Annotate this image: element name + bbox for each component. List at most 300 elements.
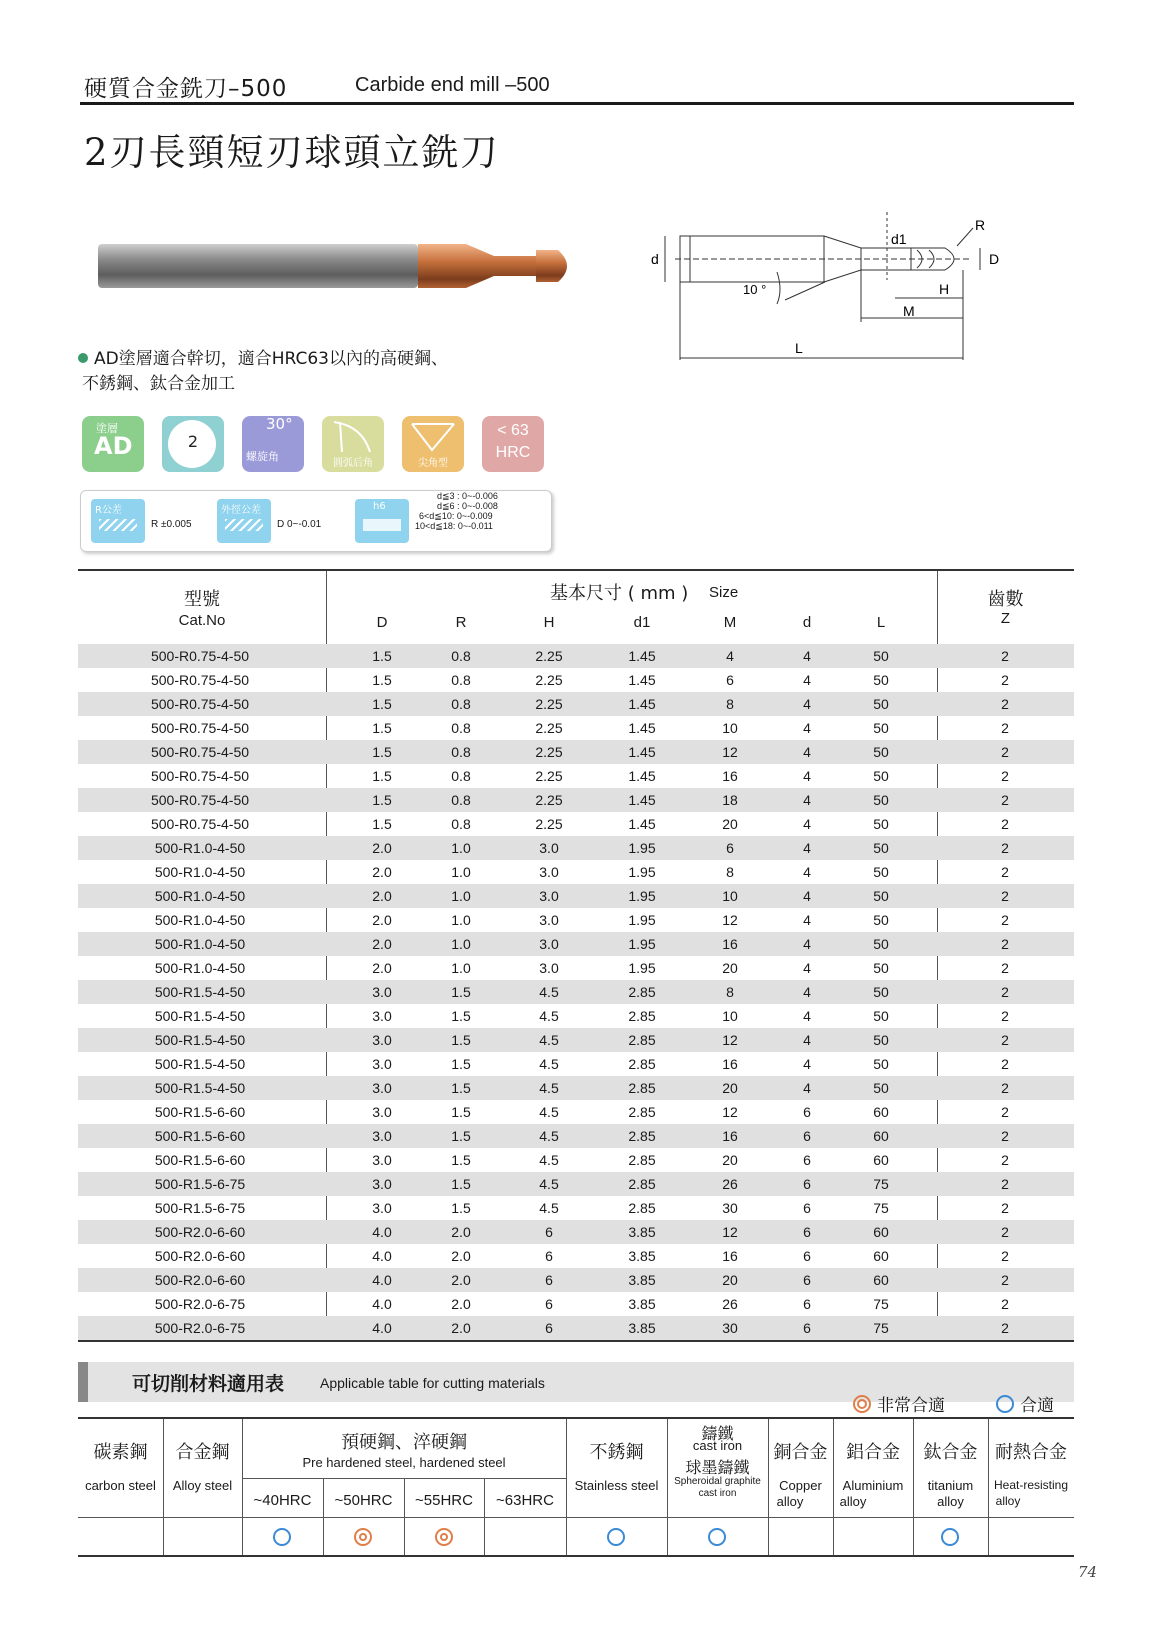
table-cell: 4.0 [372, 1320, 392, 1336]
h6-tolerance-table: d≦3 : 0~-0.006 d≦6 : 0~-0.008 6<d≦10: 0~-0.009 10<d≦18: 0~-0.011 [415, 491, 498, 531]
table-cell: 75 [873, 1176, 889, 1192]
table-cell: 3.0 [539, 936, 559, 952]
mat-alu-cn: 鋁合金 [846, 1442, 900, 1463]
table-cell: 6 [803, 1272, 811, 1288]
header-size-cn: 基本尺寸 ( mm ) [550, 583, 689, 604]
table-cell: 2 [1001, 1008, 1009, 1024]
table-cell: 2 [1001, 960, 1009, 976]
table-cell: 6 [803, 1296, 811, 1312]
table-cell: 3.0 [372, 1152, 392, 1168]
table-cell: 2 [1001, 912, 1009, 928]
table-row [78, 980, 1074, 1004]
neck-shape [418, 244, 536, 288]
table-cell: 3.0 [372, 1080, 392, 1096]
table-cell: 1.95 [628, 840, 656, 856]
table-cell: 4.5 [539, 1200, 559, 1216]
header-model-en: Cat.No [178, 612, 226, 629]
mat-hrc-40: ~40HRC [253, 1492, 312, 1509]
table-cell: 1.5 [451, 984, 471, 1000]
table-cell: 2 [1001, 672, 1009, 688]
table-cell: 4 [803, 936, 811, 952]
table-cell: 6 [545, 1296, 553, 1312]
table-row [78, 812, 1074, 836]
table-cell: 2 [1001, 768, 1009, 784]
mat-heat-en-1: Heat-resisting [993, 1478, 1069, 1492]
table-cell: 1.0 [451, 864, 471, 880]
table-row [78, 884, 1074, 908]
table-cell: 1.45 [628, 648, 656, 664]
table-cell: 6 [803, 1128, 811, 1144]
table-cell: 2 [1001, 816, 1009, 832]
table-cell: 1.45 [628, 696, 656, 712]
table-row [78, 716, 1074, 740]
table-cell: 6 [726, 672, 734, 688]
table-cell: 3.0 [372, 1104, 392, 1120]
table-cell: 2.25 [535, 672, 563, 688]
table-row [78, 764, 1074, 788]
table-cell: 6 [803, 1224, 811, 1240]
table-cell: 500-R1.5-6-75 [154, 1176, 246, 1192]
table-cell: 6 [803, 1320, 811, 1336]
table-row [78, 1124, 1074, 1148]
feature-line-1: AD塗層適合幹切，適合HRC63以內的高硬鋼、 [78, 347, 448, 372]
table-cell: 3.85 [628, 1248, 656, 1264]
table-cell: 16 [722, 1128, 738, 1144]
table-cell: 60 [873, 1104, 889, 1120]
table-cell: 2.0 [451, 1224, 471, 1240]
feature-line-2: 不銹鋼、鈦合金加工 [82, 374, 235, 394]
series-title-en: Carbide end mill –500 [355, 74, 550, 96]
table-cell: 1.95 [628, 864, 656, 880]
table-cell: 2 [1001, 1200, 1009, 1216]
mat-hrc-50: ~50HRC [334, 1492, 393, 1509]
table-cell: 1.5 [451, 1176, 471, 1192]
table-cell: 3.0 [539, 864, 559, 880]
table-cell: 2 [1001, 1224, 1009, 1240]
table-row [78, 1004, 1074, 1028]
table-cell: 4 [803, 888, 811, 904]
table-cell: 500-R2.0-6-75 [154, 1296, 246, 1312]
table-cell: 500-R0.75-4-50 [150, 792, 250, 808]
table-cell: 3.0 [372, 1200, 392, 1216]
flute-count-icon: 2 [162, 416, 224, 472]
od-tolerance-value: D 0~-0.01 [277, 519, 322, 530]
table-cell: 8 [726, 984, 734, 1000]
table-cell: 1.0 [451, 912, 471, 928]
table-cell: 2 [1001, 792, 1009, 808]
table-cell: 500-R1.5-6-75 [154, 1200, 246, 1216]
table-cell: 1.5 [372, 768, 392, 784]
label-big-d: D [989, 251, 1000, 267]
table-cell: 3.0 [372, 1056, 392, 1072]
table-cell: 2.0 [372, 936, 392, 952]
header-teeth-en: Z [1000, 610, 1011, 627]
header-teeth-cn: 齒數 [987, 589, 1024, 610]
table-cell: 2.85 [628, 1176, 656, 1192]
table-cell: 2.0 [451, 1296, 471, 1312]
table-cell: 6 [545, 1272, 553, 1288]
table-cell: 12 [722, 1104, 738, 1120]
mat-ti-en-1: titanium [927, 1478, 974, 1493]
table-cell: 4 [803, 696, 811, 712]
table-cell: 30 [722, 1200, 738, 1216]
header-col-r: R [455, 614, 467, 631]
r-tolerance-value: R ±0.005 [151, 519, 192, 530]
table-cell: 1.95 [628, 936, 656, 952]
table-cell: 4 [803, 816, 811, 832]
table-cell: 50 [873, 1032, 889, 1048]
very-suitable-mark-icon [435, 1528, 453, 1546]
table-cell: 2.85 [628, 984, 656, 1000]
mat-heat-cn: 耐熱合金 [995, 1442, 1067, 1463]
table-cell: 2 [1001, 1248, 1009, 1264]
mat-divider-3 [323, 1478, 324, 1555]
mat-alu-en-2: alloy [839, 1494, 867, 1509]
table-cell: 12 [722, 744, 738, 760]
dimension-drawing [645, 210, 1025, 375]
table-cell: 2 [1001, 648, 1009, 664]
table-cell: 30 [722, 1320, 738, 1336]
table-cell: 2.25 [535, 648, 563, 664]
table-cell: 16 [722, 1248, 738, 1264]
table-cell: 1.5 [372, 816, 392, 832]
table-cell: 20 [722, 960, 738, 976]
table-cell: 50 [873, 672, 889, 688]
table-cell: 2.85 [628, 1152, 656, 1168]
table-cell: 2.25 [535, 696, 563, 712]
legend-very-suitable: 非常合適 [853, 1391, 945, 1416]
table-cell: 4 [803, 1056, 811, 1072]
table-cell: 75 [873, 1320, 889, 1336]
table-cell: 2 [1001, 1320, 1009, 1336]
table-cell: 2.0 [372, 840, 392, 856]
mat-carbon-cn: 碳素鋼 [93, 1442, 148, 1463]
sharp-corner-icon: 尖角型 [402, 416, 464, 472]
table-cell: 50 [873, 720, 889, 736]
table-cell: 3.85 [628, 1320, 656, 1336]
table-cell: 2 [1001, 1128, 1009, 1144]
table-cell: 0.8 [451, 672, 471, 688]
mat-alu-en-1: Aluminium [842, 1478, 904, 1493]
mat-ductile-cn: 球墨鑄鐵 [685, 1458, 750, 1477]
table-cell: 4.0 [372, 1248, 392, 1264]
table-cell: 16 [722, 768, 738, 784]
table-cell: 3.85 [628, 1224, 656, 1240]
product-title: 2刃長頸短刃球頭立銑刀 [84, 131, 500, 174]
table-cell: 1.5 [451, 1104, 471, 1120]
table-cell: 50 [873, 744, 889, 760]
mat-ti-en-2: alloy [937, 1494, 964, 1509]
table-cell: 4 [803, 1008, 811, 1024]
table-cell: 500-R1.0-4-50 [154, 888, 246, 904]
table-row [78, 1316, 1074, 1340]
table-cell: 60 [873, 1248, 889, 1264]
table-cell: 2 [1001, 1296, 1009, 1312]
table-cell: 2.85 [628, 1128, 656, 1144]
table-cell: 2 [1001, 936, 1009, 952]
table-cell: 3.0 [372, 984, 392, 1000]
table-row [78, 1172, 1074, 1196]
table-row [78, 740, 1074, 764]
table-cell: 2 [1001, 888, 1009, 904]
table-row [78, 956, 1074, 980]
table-cell: 3.0 [539, 888, 559, 904]
label-m: M [903, 303, 915, 319]
table-cell: 4 [803, 840, 811, 856]
table-cell: 3.0 [539, 840, 559, 856]
table-cell: 60 [873, 1224, 889, 1240]
table-cell: 50 [873, 984, 889, 1000]
table-cell: 0.8 [451, 744, 471, 760]
table-cell: 500-R0.75-4-50 [150, 672, 250, 688]
table-cell: 3.85 [628, 1272, 656, 1288]
table-bottom-rule [78, 1340, 1074, 1342]
table-cell: 10 [722, 720, 738, 736]
mat-copper-cn: 銅合金 [773, 1442, 828, 1463]
table-cell: 500-R0.75-4-50 [150, 744, 250, 760]
suitable-icon [996, 1395, 1014, 1413]
table-cell: 6 [803, 1152, 811, 1168]
header-model-cn: 型號 [184, 589, 220, 610]
table-row [78, 1052, 1074, 1076]
table-row [78, 1028, 1074, 1052]
table-row [78, 1268, 1074, 1292]
mat-ti-cn: 鈦合金 [923, 1442, 978, 1463]
table-cell: 2.0 [372, 888, 392, 904]
mat-alloy-cn: 合金鋼 [175, 1442, 230, 1463]
table-cell: 1.5 [372, 672, 392, 688]
table-cell: 75 [873, 1296, 889, 1312]
page-number: 74 [1078, 1563, 1098, 1581]
table-row [78, 788, 1074, 812]
table-cell: 500-R1.5-6-60 [154, 1152, 246, 1168]
table-cell: 6 [545, 1224, 553, 1240]
header-size-en: Size [709, 584, 739, 601]
mat-copper-en-2: alloy [776, 1494, 804, 1509]
label-h: H [939, 281, 950, 297]
table-row [78, 908, 1074, 932]
table-cell: 3.0 [539, 912, 559, 928]
table-cell: 2 [1001, 1104, 1009, 1120]
table-cell: 3.0 [539, 960, 559, 976]
mat-cast-en: cast iron [692, 1438, 743, 1453]
mat-ductile-en-2: cast iron [698, 1488, 737, 1499]
table-cell: 3.0 [372, 1176, 392, 1192]
table-cell: 4 [803, 960, 811, 976]
table-row [78, 860, 1074, 884]
mat-hrc-63: ~63HRC [496, 1492, 554, 1509]
table-cell: 4.0 [372, 1272, 392, 1288]
end-mill-photo [96, 236, 596, 296]
table-cell: 2 [1001, 744, 1009, 760]
mat-ductile-en-1: Spheroidal graphite [674, 1476, 761, 1487]
table-cell: 4.5 [539, 1152, 559, 1168]
mat-divider-4 [404, 1478, 405, 1555]
table-cell: 8 [726, 696, 734, 712]
table-cell: 500-R2.0-6-60 [154, 1224, 246, 1240]
mat-divider-5 [484, 1478, 485, 1555]
table-cell: 0.8 [451, 816, 471, 832]
table-cell: 8 [726, 864, 734, 880]
table-cell: 50 [873, 1080, 889, 1096]
table-cell: 500-R1.5-6-60 [154, 1104, 246, 1120]
table-cell: 10 [722, 888, 738, 904]
od-tolerance-icon: 外徑公差 [217, 499, 271, 543]
table-cell: 4 [803, 744, 811, 760]
table-cell: 6 [726, 840, 734, 856]
table-cell: 500-R2.0-6-75 [154, 1320, 246, 1336]
table-cell: 500-R1.0-4-50 [154, 960, 246, 976]
table-cell: 16 [722, 936, 738, 952]
table-cell: 6 [803, 1200, 811, 1216]
table-cell: 2.0 [451, 1320, 471, 1336]
table-cell: 500-R1.5-4-50 [154, 984, 246, 1000]
mat-hardened-en: Pre hardened steel, hardened steel [302, 1455, 506, 1470]
table-cell: 2.25 [535, 744, 563, 760]
table-cell: 1.45 [628, 720, 656, 736]
mat-heat-en-2: alloy [995, 1494, 1021, 1508]
table-cell: 0.8 [451, 720, 471, 736]
helix-angle-icon: 30° 螺旋角 [242, 416, 304, 472]
suitable-mark-icon [708, 1528, 726, 1546]
table-cell: 500-R0.75-4-50 [150, 696, 250, 712]
table-cell: 1.5 [372, 720, 392, 736]
table-cell: 50 [873, 792, 889, 808]
table-cell: 2 [1001, 1152, 1009, 1168]
table-row [78, 668, 1074, 692]
radius-relief-icon: 圓弧后角 [322, 416, 384, 472]
table-cell: 2.85 [628, 1080, 656, 1096]
table-cell: 500-R1.5-4-50 [154, 1032, 246, 1048]
table-cell: 1.95 [628, 912, 656, 928]
header-col-d1: d1 [633, 614, 651, 631]
table-cell: 60 [873, 1152, 889, 1168]
table-cell: 2.85 [628, 1056, 656, 1072]
table-cell: 1.95 [628, 888, 656, 904]
table-cell: 1.5 [451, 1128, 471, 1144]
table-cell: 1.5 [451, 1056, 471, 1072]
table-cell: 12 [722, 1032, 738, 1048]
table-cell: 4 [803, 648, 811, 664]
mat-carbon-en: carbon steel [85, 1478, 156, 1493]
table-cell: 4.0 [372, 1224, 392, 1240]
table-cell: 4.5 [539, 1056, 559, 1072]
table-cell: 1.5 [451, 1008, 471, 1024]
table-cell: 2.25 [535, 792, 563, 808]
table-cell: 4.0 [372, 1296, 392, 1312]
table-cell: 1.45 [628, 816, 656, 832]
table-cell: 4 [803, 792, 811, 808]
table-cell: 75 [873, 1200, 889, 1216]
table-cell: 2.85 [628, 1104, 656, 1120]
table-cell: 4 [803, 984, 811, 1000]
table-row [78, 1244, 1074, 1268]
materials-top-rule [78, 1417, 1074, 1419]
table-cell: 1.5 [372, 696, 392, 712]
table-cell: 4.5 [539, 1176, 559, 1192]
table-cell: 18 [722, 792, 738, 808]
table-cell: 4.5 [539, 1080, 559, 1096]
materials-title-tab [78, 1362, 88, 1402]
table-cell: 6 [803, 1104, 811, 1120]
table-cell: 1.45 [628, 672, 656, 688]
table-cell: 10 [722, 1008, 738, 1024]
table-cell: 1.5 [451, 1032, 471, 1048]
header-col-l: L [876, 614, 886, 631]
table-cell: 26 [722, 1296, 738, 1312]
header-col-d: d [802, 614, 812, 631]
table-cell: 500-R0.75-4-50 [150, 816, 250, 832]
table-cell: 4 [803, 864, 811, 880]
table-cell: 2.25 [535, 816, 563, 832]
table-cell: 4 [803, 1080, 811, 1096]
table-row [78, 836, 1074, 860]
table-cell: 6 [803, 1176, 811, 1192]
table-cell: 2.85 [628, 1200, 656, 1216]
table-cell: 2 [1001, 696, 1009, 712]
table-cell: 1.5 [451, 1080, 471, 1096]
table-cell: 50 [873, 768, 889, 784]
mat-cast-cn: 鑄鐵 [701, 1424, 734, 1443]
table-row [78, 1196, 1074, 1220]
table-cell: 6 [803, 1248, 811, 1264]
table-cell: 0.8 [451, 792, 471, 808]
table-cell: 500-R1.0-4-50 [154, 912, 246, 928]
table-row [78, 1292, 1074, 1316]
coating-ad-icon: 塗層 AD [82, 416, 144, 472]
mat-hardened-cn: 預硬鋼、淬硬鋼 [341, 1432, 467, 1453]
table-cell: 50 [873, 960, 889, 976]
table-cell: 12 [722, 912, 738, 928]
mat-alloy-en: Alloy steel [172, 1478, 233, 1493]
series-title-cn: 硬質合金銑刀–500 [84, 76, 288, 102]
table-cell: 26 [722, 1176, 738, 1192]
bullet-icon [78, 353, 88, 363]
table-cell: 500-R2.0-6-60 [154, 1272, 246, 1288]
very-suitable-icon [853, 1395, 871, 1413]
table-cell: 0.8 [451, 768, 471, 784]
table-cell: 3.0 [372, 1128, 392, 1144]
table-cell: 4 [803, 672, 811, 688]
suitable-mark-icon [941, 1528, 959, 1546]
table-cell: 1.5 [451, 1152, 471, 1168]
table-cell: 4 [803, 768, 811, 784]
table-cell: 2 [1001, 1032, 1009, 1048]
materials-mid-rule [78, 1517, 1074, 1518]
table-cell: 1.5 [451, 1200, 471, 1216]
table-cell: 1.0 [451, 936, 471, 952]
table-cell: 50 [873, 840, 889, 856]
table-cell: 4 [803, 1032, 811, 1048]
table-cell: 2.0 [451, 1248, 471, 1264]
table-cell: 3.0 [372, 1008, 392, 1024]
label-l: L [795, 340, 803, 356]
table-row [78, 932, 1074, 956]
table-cell: 4 [803, 720, 811, 736]
table-cell: 20 [722, 816, 738, 832]
table-row [78, 1100, 1074, 1124]
table-row [78, 1076, 1074, 1100]
h6-tolerance-icon: h6 [355, 499, 409, 543]
table-row [78, 1220, 1074, 1244]
header-col-h: H [543, 614, 555, 631]
table-cell: 60 [873, 1128, 889, 1144]
very-suitable-mark-icon [354, 1528, 372, 1546]
table-cell: 60 [873, 1272, 889, 1288]
table-top-rule [78, 569, 1074, 571]
r-tolerance-icon: R公差 [91, 499, 145, 543]
table-cell: 50 [873, 888, 889, 904]
